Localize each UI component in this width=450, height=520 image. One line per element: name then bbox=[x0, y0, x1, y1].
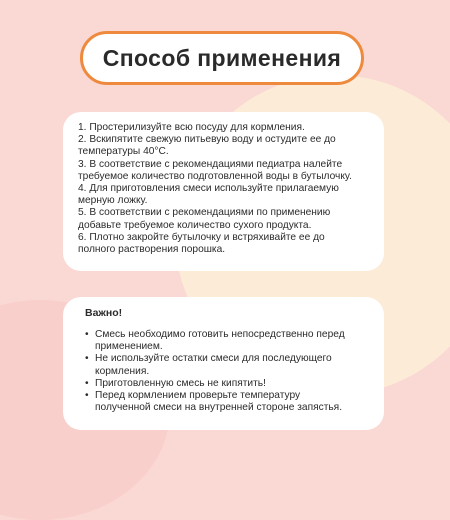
step-line: требуемое количество подготовленной воды в бутылочку. bbox=[78, 170, 352, 182]
step-line: 4. Для приготовления смеси используйте прилагаемую bbox=[78, 183, 339, 195]
note-line: Смесь необходимо готовить непосредственно перед bbox=[95, 329, 345, 340]
list-item bbox=[85, 390, 374, 414]
note-line: кормления. bbox=[95, 365, 150, 377]
step-line: полного растворения порошка. bbox=[78, 244, 226, 256]
step-line: 6. Плотно закройте бутылочку и встряхивайте ее до bbox=[78, 231, 325, 243]
step-line: 5. В соответствии с рекомендациями по применению bbox=[78, 207, 331, 219]
step-line: 3. В соответствие с рекомендациями педиатра налейте bbox=[78, 158, 343, 170]
page-title: Способ применения bbox=[102, 44, 342, 71]
list-item bbox=[85, 329, 374, 353]
title-banner bbox=[80, 31, 364, 85]
note-line: применением. bbox=[95, 341, 163, 353]
important-notes-card bbox=[63, 297, 384, 430]
note-line: полученной смеси на внутренней стороне запястья. bbox=[95, 402, 343, 414]
notes-heading: Важно! bbox=[85, 307, 123, 319]
bullet-icon: • bbox=[85, 377, 89, 389]
instructions-card bbox=[63, 112, 384, 271]
note-line: Не используйте остатки смеси для последующего bbox=[95, 353, 332, 365]
note-text bbox=[95, 353, 332, 377]
note-text bbox=[95, 390, 342, 414]
list-item bbox=[85, 353, 374, 377]
bullet-icon: • bbox=[85, 353, 89, 365]
step-line: 1. Простерилизуйте всю посуду для кормления. bbox=[78, 122, 305, 133]
bullet-icon: • bbox=[85, 390, 89, 402]
step-line: мерную ложку. bbox=[78, 195, 148, 207]
note-text bbox=[95, 378, 266, 390]
step-line: добавьте требуемое количество сухого продукта. bbox=[78, 219, 312, 231]
note-line: Приготовленную смесь не кипятить! bbox=[95, 377, 266, 389]
note-text bbox=[95, 329, 345, 353]
step-line: температуры 40°С. bbox=[78, 146, 169, 158]
list-item bbox=[85, 378, 374, 390]
step-line: 2. Вскипятите свежую питьевую воду и остудите ее до bbox=[78, 134, 336, 146]
notes-list bbox=[85, 329, 374, 414]
note-line: Перед кормлением проверьте температуру bbox=[95, 390, 301, 402]
bullet-icon: • bbox=[85, 329, 89, 340]
